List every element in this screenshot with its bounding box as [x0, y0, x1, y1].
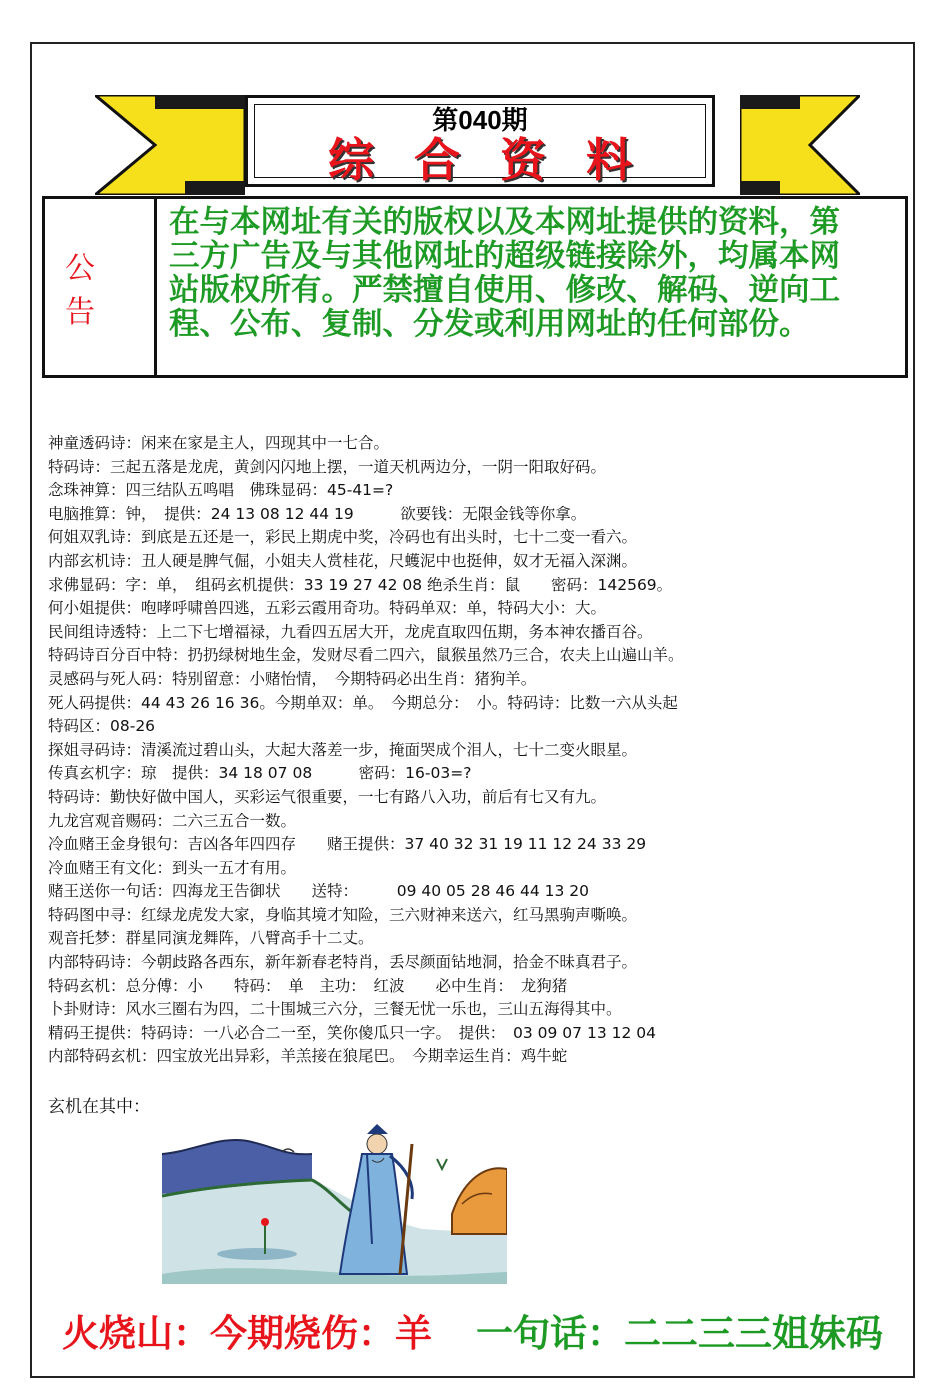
info-line: 神童透码诗：闲来在家是主人，四现其中一七合。 — [48, 434, 390, 452]
header-box — [245, 95, 715, 187]
footer-right-text: 一句话：二二三三姐妹码 — [476, 1312, 883, 1355]
notice-text: 在与本网址有关的版权以及本网址提供的资料，第三方广告及与其他网址的超级链接除外，均属本网站版权所有。严禁擅自使用、修改、解码、逆向工程、公布、复制、分发或利用网址的任何部份。 — [169, 204, 840, 342]
info-line: 民间组诗透特：上二下七增福禄，九看四五居大开，龙虎直取四伍期，务本神农播百谷。 — [48, 622, 653, 641]
tail-label: 玄机在其中： — [48, 1097, 150, 1117]
info-line: 内部特码诗：今朝歧路各西东，新年新春老特肖，丢尽颜面钻地洞，拾金不昧真君子。 — [48, 953, 638, 972]
info-line: 特码图中寻：红绿龙虎发大家，身临其境才知险，三六财神来送六，红马黑驹声嘶唤。 — [48, 905, 638, 924]
right-ribbon-decoration — [740, 95, 860, 195]
info-line: 特码诗百分百中特：扔扔绿树地生金，发财尽看二四六，鼠猴虽然乃三合，农夫上山遍山羊。 — [48, 646, 684, 665]
info-line: 念珠神算：四三结队五鸣唱 佛珠显码：45-41=? — [48, 481, 394, 500]
notice-label: 公告 — [45, 199, 157, 375]
info-line: 精码王提供：特码诗：一八必合二一至，笑你傻瓜只一字。 提供： 03 09 07 13 12 04 — [48, 1023, 656, 1042]
info-line: 特码诗：三起五落是龙虎，黄剑闪闪地上摆，一道天机两边分，一阴一阳取好码。 — [48, 457, 607, 476]
page-title: 综合资料 — [328, 133, 672, 187]
info-line: 灵感码与死人码：特别留意：小赌怡情， 今期特码必出生肖：猪狗羊。 — [48, 669, 537, 688]
info-line: 传真玄机字：琼 提供：34 18 07 08 密码：16-03=? — [48, 764, 472, 783]
scholar-landscape-illustration — [162, 1124, 507, 1284]
info-line: 何小姐提供：咆哮呼啸兽四逃，五彩云霞用奇功。特码单双：单，特码大小：大。 — [48, 599, 607, 618]
info-line: 内部特码玄机：四宝放光出异彩，羊羔接在狼尾巴。 今期幸运生肖：鸡牛蛇 — [48, 1047, 568, 1066]
info-line: 特码区：08-26 — [48, 717, 156, 736]
left-ribbon-decoration — [95, 95, 245, 195]
info-line: 特码诗：勤快好做中国人，买彩运气很重要，一七有路八入功，前后有七又有九。 — [48, 787, 607, 806]
info-line: 探姐寻码诗：清溪流过碧山头，大起大落差一步，掩面哭成个泪人，七十二变火眼星。 — [48, 740, 638, 759]
info-line: 求佛显码：字：单， 组码玄机提供：33 19 27 42 08 绝杀生肖：鼠 密码：142569。 — [48, 575, 673, 594]
info-line: 电脑推算：钟， 提供：24 13 08 12 44 19 欲要钱：无限金钱等你拿。 — [48, 504, 587, 523]
info-line: 卜卦财诗：风水三圈右为四，二十围城三六分，三餐无忧一乐也，三山五海得其中。 — [48, 1000, 622, 1019]
info-lines — [48, 432, 908, 1069]
info-line: 内部玄机诗：丑人硬是脾气倔，小姐夫人赏桂花，尺蠖泥中也挺伸，奴才无福入深渊。 — [48, 551, 638, 570]
footer-left-text: 火烧山：今期烧伤：羊 — [62, 1312, 432, 1355]
info-line: 死人码提供：44 43 26 16 36。今期单双：单。 今期总分： 小。特码诗：比数一六从头起 — [48, 693, 678, 712]
info-line: 冷血赌王有文化：到头一五才有用。 — [48, 858, 297, 877]
info-line: 何姐双乳诗：到底是五还是一，彩民上期虎中奖，冷码也有出头时，七十二变一看六。 — [48, 528, 638, 547]
issue-number: 第040期 — [432, 105, 528, 135]
footer-banner — [62, 1303, 883, 1357]
info-line: 冷血赌王金身银句：吉凶各年四四存 赌王提供：37 40 32 31 19 11 12 24 33 29 — [48, 835, 647, 854]
notice-panel — [42, 196, 908, 378]
info-line: 特码玄机：总分傅：小 特码： 单 主功： 红波 必中生肖： 龙狗猪 — [48, 976, 568, 995]
info-line: 九龙宫观音赐码：二六三五合一数。 — [48, 811, 297, 830]
info-line: 观音托梦：群星同演龙舞阵，八臂高手十二丈。 — [48, 929, 374, 948]
info-line: 赌王送你一句话：四海龙王告御状 送特： 09 40 05 28 46 44 13 20 — [48, 882, 590, 901]
